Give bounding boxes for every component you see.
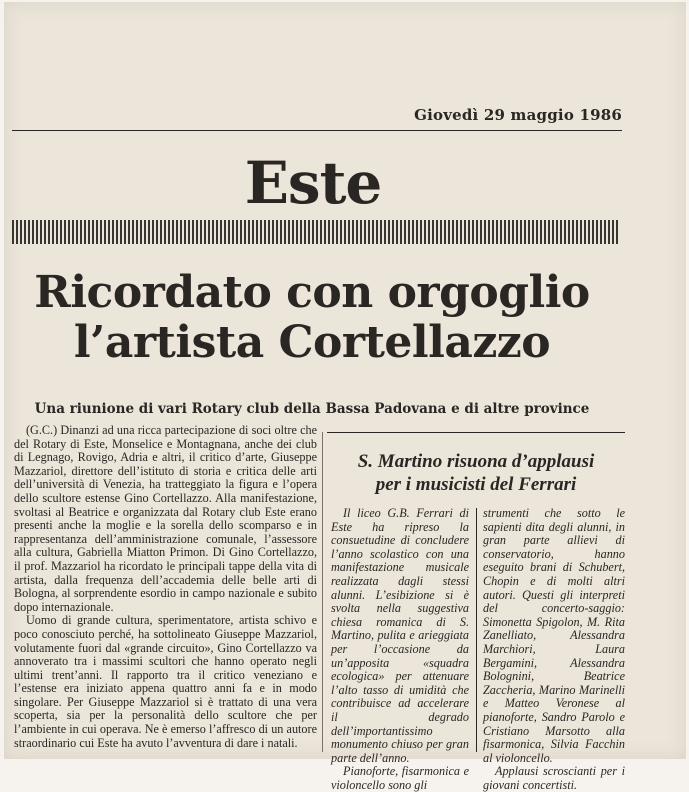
sidebar-column-2 bbox=[483, 507, 625, 792]
section-rule-bar bbox=[12, 220, 620, 244]
headline-line-2: l’artista Cortellazzo bbox=[73, 317, 551, 368]
section-title: Este bbox=[244, 149, 382, 217]
article-body bbox=[14, 424, 317, 750]
sidebar-paragraph: strumenti che sotto le sapienti dita degli alunni, in gran parte allievi di conservatorio, hanno eseguito brani di Schubert, Chopin e di molti altri autori. Questi gli interpreti del concerto-saggio: Simonetta Spigolon, M. Rita Zanelliato, Alessandra Marchiori, Laura Bergamini, Alessandra Bolognini, Beatrice Zaccheria, Marino Marinelli e Matteo Veronese al pianoforte, Sandro Parolo e Cristiano Marsotto alla fisarmonica, Silvia Facchin al violoncello. bbox=[483, 506, 625, 765]
newspaper-clipping bbox=[4, 2, 686, 792]
article-paragraph: (G.C.) Dinanzi ad una ricca partecipazione di soci oltre che del Rotary di Este, Monselice e Montagnana, anche dei club di Legnago, Rovigo, Adria e altri, il critico d’arte, Giuseppe Mazzariol, direttore dell’istituto di storia e critica delle arti dell’università di Venezia, ha tratteggiato la figura e l’opera dello scultore estense Gino Cortellazzo. Alla manifestazione, svoltasi al Beatrice e organizzata dal Rotary club Este erano presenti anche la moglie e la sorella dello scomparso e in rappresentanza dell’amministrazione comunale, l’assessore alla cultura, Gabriella Miatton Primon. Di Gino Cortellazzo, il prof. Mazzariol ha ricordato le principali tappe della vita di artista, dalla frequenza dell’accademia delle belle arti di Bologna, al sorprendente esordio in campo nazionale e subito dopo internazionale. bbox=[14, 423, 317, 614]
headline-line-1: Ricordato con orgoglio bbox=[34, 267, 590, 318]
sidebar-headline-line-1: S. Martino risuona d’applausi bbox=[357, 451, 595, 472]
column-divider bbox=[322, 432, 323, 752]
headline bbox=[4, 268, 620, 368]
article-paragraph: Uomo di grande cultura, sperimentatore, artista schivo e poco conosciuto perché, ha sottolineato Giuseppe Mazzariol, volutamente fuori dal «grande circuito», Gino Cortellazzo va annoverato tra i massimi scultori che hanno operato negli ultimi trent’anni. Il rapporto tra il critico veneziano e l’estense era iniziato appena quattro anni fa e in modo singolare. Per Giuseppe Mazzariol si è trattato di una vera scoperta, sia per la personalità dello scultore che per l’ambiente in cui operava. Ne è emerso l’affresco di un autore straordinario cui Este ha avuto l’avventura di dare i natali. bbox=[14, 613, 317, 750]
sidebar-headline-line-2: per i musicisti del Ferrari bbox=[375, 474, 577, 495]
sidebar-paragraph: Il liceo G.B. Ferrari di Este ha ripreso la consuetudine di concludere l’anno scolastico con una manifestazione musicale realizzata dagli stessi alunni. L’esibizione si è svolta nella suggestiva chiesa romanica di S. Martino, pulita e arieggiata per l’occasione da un’apposita «squadra ecologica» per attenuare l’alto tasso di umidità che contribuisce ad accelerare il degrado dell’importantissimo monumento chiuso per gran parte dell’anno. bbox=[331, 506, 469, 765]
sidebar-paragraph: Applausi scroscianti per i giovani concertisti. bbox=[483, 764, 625, 792]
sidebar-column-divider bbox=[476, 508, 477, 752]
subheadline: Una riunione di vari Rotary club della Bassa Padovana e di altre province bbox=[34, 401, 590, 417]
sidebar-paragraph: Pianoforte, fisarmonica e violoncello sono gli bbox=[331, 764, 469, 792]
sidebar-column-1 bbox=[331, 507, 469, 792]
dateline bbox=[12, 102, 622, 131]
sidebar-headline bbox=[327, 450, 625, 496]
publication-date: Giovedì 29 maggio 1986 bbox=[414, 106, 622, 124]
sidebar-top-rule bbox=[327, 432, 625, 433]
